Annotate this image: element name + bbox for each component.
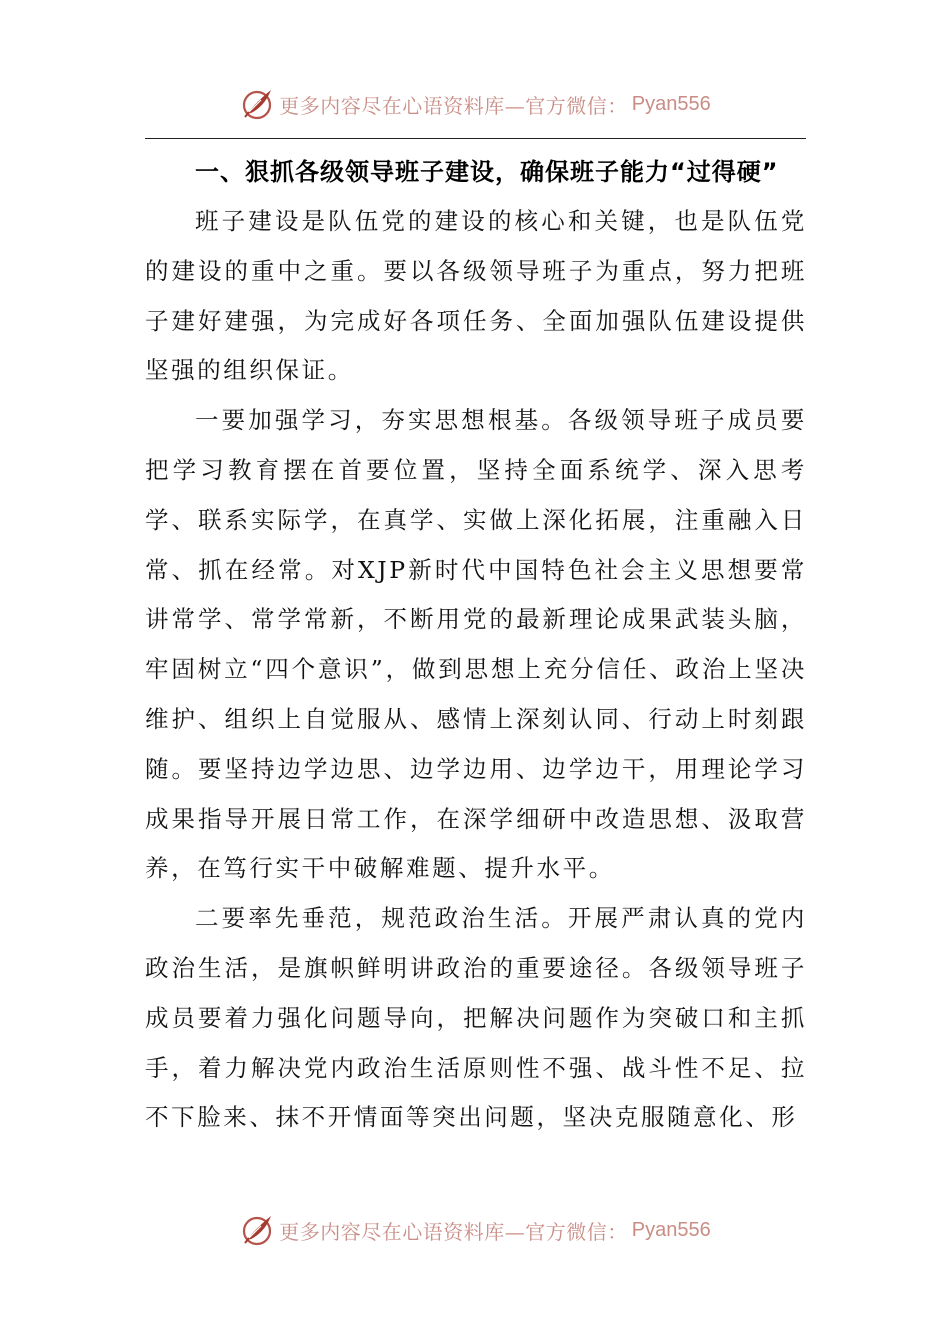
footer-watermark	[0, 1208, 950, 1252]
feather-pen-logo-icon	[239, 86, 275, 122]
watermark-text: 更多内容尽在心语资料库—官方微信：	[279, 1219, 628, 1244]
document-body	[145, 147, 807, 1143]
paragraph-1: 班子建设是队伍党的建设的核心和关键，也是队伍党的建设的重中之重。要以各级领导班子为重点，努力把班子建好建强，为完成好各项任务、全面加强队伍建设提供坚强的组织保证。	[145, 207, 807, 385]
watermark-wechat-id: Pyan556	[631, 92, 711, 115]
footer-watermark-inner	[239, 1212, 710, 1248]
watermark-text: 更多内容尽在心语资料库—官方微信：	[279, 93, 628, 118]
header-watermark	[0, 82, 950, 126]
section-heading: 一、狠抓各级领导班子建设，确保班子能力“过得硬”	[195, 158, 779, 186]
watermark-wechat-id: Pyan556	[631, 1218, 711, 1241]
paragraph-2: 一要加强学习，夯实思想根基。各级领导班子成员要把学习教育摆在首要位置，坚持全面系统学、深入思考学、联系实际学，在真学、实做上深化拓展，注重融入日常、抓在经常。对XJP新时代中国特色社会主义思想要常讲常学、常学常新，不断用党的最新理论成果武装头脑，牢固树立“四个意识”，做到思想上充分信任、政治上坚决维护、组织上自觉服从、感情上深刻认同、行动上时刻跟随。要坚持边学边思、边学边用、边学边干，用理论学习成果指导开展日常工作，在深学细研中改造思想、汲取营养，在笃行实干中破解难题、提升水平。	[145, 406, 807, 883]
header-divider	[145, 138, 806, 139]
header-watermark-inner	[239, 86, 710, 122]
paragraph-3: 二要率先垂范，规范政治生活。开展严肃认真的党内政治生活，是旗帜鲜明讲政治的重要途径。各级领导班子成员要着力强化问题导向，把解决问题作为突破口和主抓手，着力解决党内政治生活原则性不强、战斗性不足、拉不下脸来、抹不开情面等突出问题，坚决克服随意化、形	[145, 904, 807, 1132]
feather-pen-logo-icon	[239, 1212, 275, 1248]
